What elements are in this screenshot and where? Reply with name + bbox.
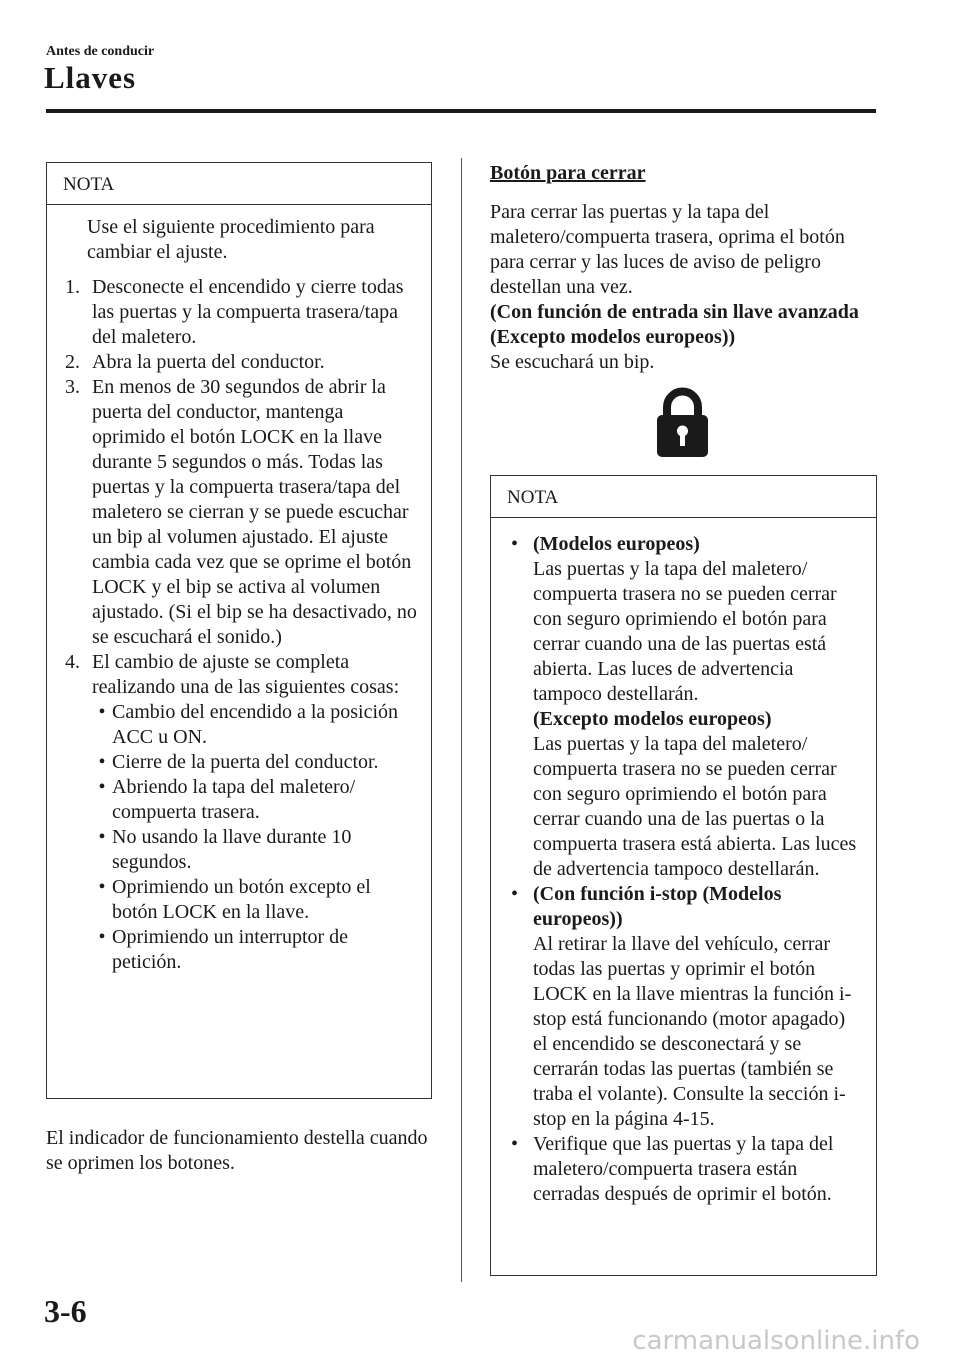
section-heading: Botón para cerrar (490, 162, 646, 184)
sub-list-item: • Oprimiendo un interruptor de petición. (92, 925, 417, 975)
step-text: Desconecte el encendido y cierre todas las puertas y la compuerta trasera/tapa del maletero. (92, 276, 404, 348)
step-number: 2. (65, 351, 80, 373)
note-bullet-item (509, 532, 862, 882)
bullet-text: Al retirar la llave del vehículo, cerrar todas las puertas y oprimir el botón LOCK en la llave mientras la función i-stop está funcionando (motor apagado) el encendido se desconectará y se cerrarán todas las puertas (también se traba el volante). Consulte la sección i-stop en la página 4-15. (533, 933, 852, 1130)
page-number: 3-6 (44, 1293, 87, 1329)
bullet-icon: • (98, 776, 106, 798)
bullet-icon: • (98, 876, 106, 898)
chapter-title: Llaves (44, 60, 137, 95)
step-item (65, 375, 417, 650)
note-heading: NOTA (47, 163, 431, 205)
right-bold-line: (Con función de entrada sin llave avanzada (Excepto modelos europeos)) (490, 301, 859, 348)
step-text: El cambio de ajuste se completa realizando una de las siguientes cosas: (92, 651, 400, 698)
note-box-right (490, 475, 877, 1276)
sub-list-item: • Cierre de la puerta del conductor. (92, 750, 417, 775)
bullet-icon: • (98, 751, 106, 773)
left-paragraph: El indicador de funcionamiento destella cuando se oprimen los botones. (46, 1127, 428, 1174)
note-body (47, 205, 431, 975)
sub-list-item: • No usando la llave durante 10 segundos. (92, 825, 417, 875)
section-label: Antes de conducir (46, 44, 155, 59)
sub-list-item: • Oprimiendo un botón excepto el botón LOCK en la llave. (92, 875, 417, 925)
bullet-icon: • (98, 701, 106, 723)
column-divider (461, 158, 462, 1282)
header-rule (46, 109, 876, 113)
watermark: carmanualsonline.info (632, 1326, 920, 1356)
note-bullet-item (509, 882, 862, 1132)
note-bullet-item (509, 1132, 862, 1207)
step-number: 4. (65, 651, 80, 673)
bullet-title: (Modelos europeos) (533, 533, 700, 555)
bullet-text: Las puertas y la tapa del maletero/ compuerta trasera no se pueden cerrar con seguro oprimiendo el botón para cerrar cuando una de las puertas está abierta. Las luces de advertencia tampoco destellarán. (533, 558, 837, 705)
step-text: En menos de 30 segundos de abrir la puerta del conductor, mantenga oprimido el botón LOCK en la llave durante 5 segundos o más. Todas las puertas y la compuerta trasera/tapa del maletero se cierran y se puede escuchar un bip al volumen ajustado. El ajuste cambia cada vez que se oprime el botón LOCK y el bip se activa al volumen ajustado. (Si el bip se ha desactivado, no se escuchará el sonido.) (92, 376, 417, 648)
step-number: 3. (65, 376, 80, 398)
right-paragraph-block (490, 200, 880, 375)
right-after-bold: Se escuchará un bip. (490, 351, 655, 373)
bullet-icon: • (98, 926, 106, 948)
step-text: Abra la puerta del conductor. (92, 351, 325, 373)
lock-icon (655, 387, 710, 457)
bullet-text: Verifique que las puertas y la tapa del maletero/compuerta trasera están cerradas después de oprimir el botón. (533, 1133, 834, 1205)
bullet-title: (Con función i-stop (Modelos europeos)) (533, 883, 782, 930)
bullet-text: Las puertas y la tapa del maletero/ compuerta trasera no se pueden cerrar con seguro oprimiendo el botón para cerrar cuando una de las puertas o la compuerta trasera está abierta. Las luces de advertencia tampoco destellarán. (533, 733, 857, 880)
sub-list-item: • Abriendo la tapa del maletero/ compuerta trasera. (92, 775, 417, 825)
note-intro: Use el siguiente procedimiento para cambiar el ajuste. (87, 216, 375, 263)
step-item (65, 650, 417, 975)
step-number: 1. (65, 276, 80, 298)
bullet-icon: • (511, 883, 519, 905)
steps-list (65, 275, 417, 975)
note-body (491, 518, 876, 1207)
sub-list-item: • Cambio del encendido a la posición ACC u ON. (92, 700, 417, 750)
step-item (65, 350, 417, 375)
bullet-icon: • (98, 826, 106, 848)
bullet-icon: • (511, 533, 519, 555)
note-box-left (46, 162, 432, 1099)
bullet-icon: • (511, 1133, 519, 1155)
bullet-title: (Excepto modelos europeos) (533, 708, 772, 730)
note-heading: NOTA (491, 476, 876, 518)
right-paragraph: Para cerrar las puertas y la tapa del maletero/compuerta trasera, oprima el botón para cerrar y las luces de aviso de peligro destellan una vez. (490, 201, 845, 298)
step-item (65, 275, 417, 350)
